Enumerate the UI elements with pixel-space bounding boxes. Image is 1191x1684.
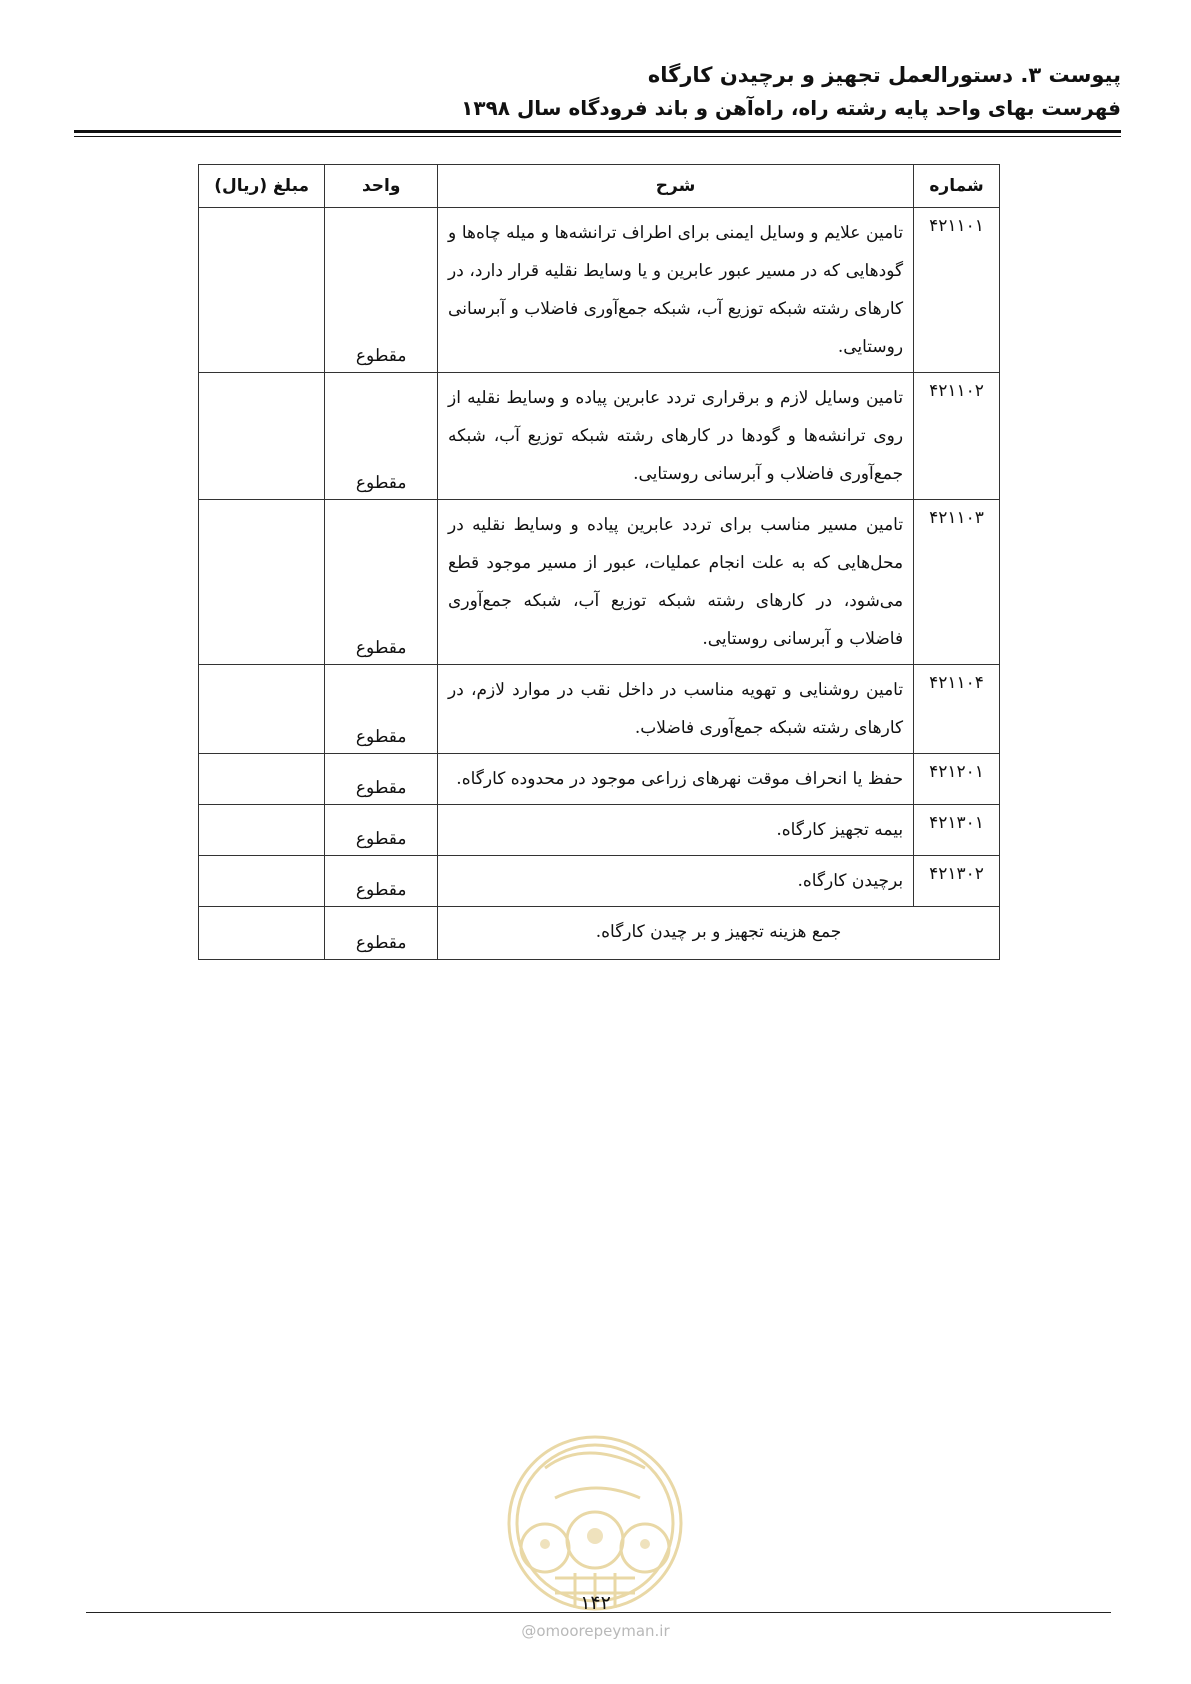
- table-total-row: [199, 907, 1000, 960]
- table-row: [199, 373, 1000, 500]
- table-row: [199, 665, 1000, 754]
- header-rule-thin: [74, 136, 1121, 137]
- item-amount: [199, 856, 325, 907]
- price-list-table: [198, 164, 1000, 960]
- item-unit: مقطوع: [325, 208, 438, 373]
- footer-rule: [86, 1612, 1111, 1613]
- item-number: ۴۲۱۲۰۱: [914, 754, 1000, 805]
- header-rule-thick: [74, 130, 1121, 133]
- item-number: ۴۲۱۱۰۴: [914, 665, 1000, 754]
- total-description: جمع هزینه تجهیز و بر چیدن کارگاه.: [438, 907, 1000, 960]
- website-watermark: @omoorepeyman.ir: [521, 1622, 670, 1640]
- col-header-number: شماره: [914, 165, 1000, 208]
- header-line-1: پیوست ۳. دستورالعمل تجهیز و برچیدن کارگاه: [647, 63, 1121, 87]
- item-unit: مقطوع: [325, 373, 438, 500]
- header-line-2: فهرست بهای واحد پایه رشته راه، راه‌آهن و باند فرودگاه سال ۱۳۹۸: [461, 96, 1121, 120]
- omoorepeyman-logo-icon: [505, 1428, 685, 1618]
- total-unit: مقطوع: [325, 907, 438, 960]
- item-amount: [199, 754, 325, 805]
- col-header-amount: مبلغ (ریال): [199, 165, 325, 208]
- item-number: ۴۲۱۳۰۱: [914, 805, 1000, 856]
- item-description: تامین روشنایی و تهویه مناسب در داخل نقب در موارد لازم، در کارهای رشته شبکه جمع‌آوری فاضلاب.: [438, 665, 914, 754]
- item-description: حفظ یا انحراف موقت نهرهای زراعی موجود در محدوده کارگاه.: [438, 754, 914, 805]
- item-amount: [199, 665, 325, 754]
- item-unit: مقطوع: [325, 856, 438, 907]
- col-header-description: شرح: [438, 165, 914, 208]
- item-amount: [199, 208, 325, 373]
- col-header-unit: واحد: [325, 165, 438, 208]
- item-amount: [199, 373, 325, 500]
- total-amount: [199, 907, 325, 960]
- item-description: تامین علایم و وسایل ایمنی برای اطراف ترانشه‌ها و میله چاه‌ها و گودهایی که در مسیر عبور عابرین و یا وسایط نقلیه قرار دارد، در کارهای رشته شبکه توزیع آب، شبکه جمع‌آوری فاضلاب و آبرسانی روستایی.: [438, 208, 914, 373]
- item-number: ۴۲۱۱۰۲: [914, 373, 1000, 500]
- item-number: ۴۲۱۳۰۲: [914, 856, 1000, 907]
- item-unit: مقطوع: [325, 500, 438, 665]
- item-unit: مقطوع: [325, 754, 438, 805]
- item-description: تامین مسیر مناسب برای تردد عابرین پیاده و وسایط نقلیه در محل‌هایی که به علت انجام عملیات، عبور از مسیر موجود قطع می‌شود، در کارهای رشته شبکه توزیع آب، شبکه جمع‌آوری فاضلاب و آبرسانی روستایی.: [438, 500, 914, 665]
- page-number: ۱۴۲: [580, 1592, 611, 1614]
- table-header-row: [199, 165, 1000, 208]
- item-unit: مقطوع: [325, 805, 438, 856]
- item-amount: [199, 805, 325, 856]
- table-row: [199, 754, 1000, 805]
- table-row: [199, 208, 1000, 373]
- page-header: [70, 58, 1121, 124]
- item-amount: [199, 500, 325, 665]
- table-row: [199, 805, 1000, 856]
- item-number: ۴۲۱۱۰۳: [914, 500, 1000, 665]
- table-row: [199, 856, 1000, 907]
- item-number: ۴۲۱۱۰۱: [914, 208, 1000, 373]
- table-row: [199, 500, 1000, 665]
- item-description: تامین وسایل لازم و برقراری تردد عابرین پیاده و وسایط نقلیه از روی ترانشه‌ها و گودها در کارهای رشته شبکه توزیع آب، شبکه جمع‌آوری فاضلاب و آبرسانی روستایی.: [438, 373, 914, 500]
- item-description: برچیدن کارگاه.: [438, 856, 914, 907]
- item-unit: مقطوع: [325, 665, 438, 754]
- item-description: بیمه تجهیز کارگاه.: [438, 805, 914, 856]
